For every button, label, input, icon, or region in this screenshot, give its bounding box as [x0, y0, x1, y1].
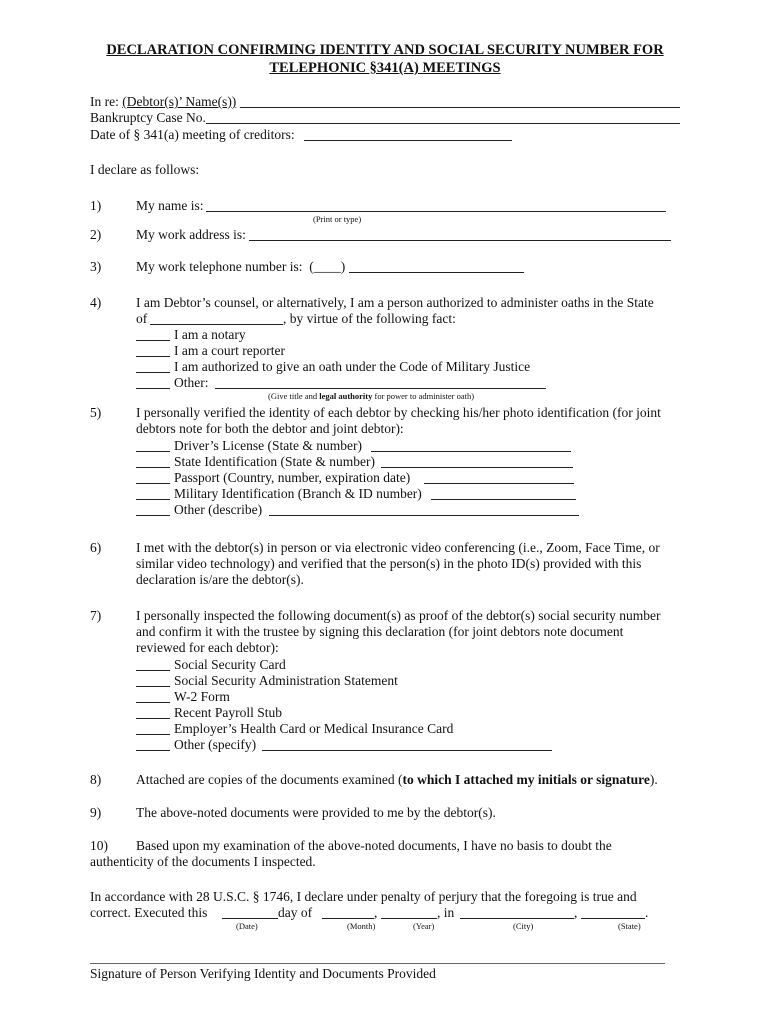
item-5-line1: I personally verified the identity of each debtor by checking his/her photo identification (for joint: [136, 405, 661, 420]
drivers-license-field[interactable]: [371, 451, 571, 452]
option-notary: I am a notary: [174, 327, 246, 342]
comma-1: ,: [374, 905, 378, 920]
executed-year-field[interactable]: [381, 918, 437, 919]
item-3-number: 3): [90, 259, 102, 274]
option-w2: W-2 Form: [174, 689, 230, 704]
option-other-authority: Other:: [174, 375, 209, 390]
item-10-line1: Based upon my examination of the above-noted documents, I have no basis to doubt the: [136, 838, 612, 853]
drivers-license-checkbox-blank[interactable]: [136, 451, 170, 452]
option-military-id: Military Identification (Branch & ID number): [174, 486, 422, 501]
notary-checkbox-blank[interactable]: [136, 340, 170, 341]
item-7-line2: and confirm it with the trustee by signing this declaration (for joint debtors note document: [136, 624, 624, 639]
option-court-reporter: I am a court reporter: [174, 343, 285, 358]
state-id-field[interactable]: [381, 467, 573, 468]
area-code-field[interactable]: (____): [309, 259, 346, 274]
comma-3: ,: [574, 905, 578, 920]
debtor-name-field[interactable]: [240, 107, 680, 108]
date-caption: (Date): [236, 921, 258, 931]
comma-in-text: , in: [437, 905, 455, 920]
item-1-number: 1): [90, 198, 102, 213]
item-5-number: 5): [90, 405, 102, 420]
health-card-checkbox-blank[interactable]: [136, 734, 170, 735]
item-4-number: 4): [90, 295, 102, 310]
item-10-number: 10): [90, 838, 108, 853]
ss-card-checkbox-blank[interactable]: [136, 670, 170, 671]
item-2-text: My work address is:: [136, 227, 246, 242]
item-4-line2-suffix: , by virtue of the following fact:: [283, 311, 456, 326]
military-oath-checkbox-blank[interactable]: [136, 372, 170, 373]
option-ssa-statement: Social Security Administration Statement: [174, 673, 398, 688]
item-3-text: My work telephone number is: (____): [136, 259, 346, 274]
meeting-date-field[interactable]: [304, 140, 512, 141]
state-field[interactable]: [150, 324, 283, 325]
executed-state-field[interactable]: [581, 918, 645, 919]
closing-period: .: [645, 905, 649, 920]
item-4-of-label: of: [136, 311, 148, 326]
item-7-line1: I personally inspected the following document(s) as proof of the debtor(s) social security number: [136, 608, 661, 623]
military-id-checkbox-blank[interactable]: [136, 499, 170, 500]
debtor-name-placeholder: (Debtor(s)’ Name(s)): [122, 94, 237, 109]
item-7-line3: reviewed for each debtor):: [136, 640, 279, 655]
case-number-label: Bankruptcy Case No.: [90, 110, 206, 125]
state-id-checkbox-blank[interactable]: [136, 467, 170, 468]
print-or-type-note: (Print or type): [313, 214, 362, 224]
executed-city-field[interactable]: [460, 918, 574, 919]
name-field[interactable]: [206, 211, 666, 212]
option-military-oath: I am authorized to give an oath under the Code of Military Justice: [174, 359, 531, 374]
other-authority-checkbox-blank[interactable]: [136, 388, 170, 389]
executed-month-field[interactable]: [322, 918, 374, 919]
document-title-line2: TELEPHONIC §341(A) MEETINGS: [269, 60, 501, 76]
option-drivers-license: Driver’s License (State & number): [174, 438, 362, 453]
signature-caption: Signature of Person Verifying Identity and Documents Provided: [90, 966, 436, 981]
item-8-bold-text: to which I attached my initials or signature: [402, 772, 650, 787]
item-6-line2: similar video technology) and verified that the person(s) in the photo ID(s) provided with this: [136, 556, 642, 571]
state-caption: (State): [618, 921, 641, 931]
meeting-date-label: Date of § 341(a) meeting of creditors:: [90, 127, 295, 142]
authority-note: (Give title and legal authority for power to administer oath): [268, 391, 475, 401]
option-state-id: State Identification (State & number): [174, 454, 375, 469]
work-address-field[interactable]: [249, 240, 671, 241]
option-payroll-stub: Recent Payroll Stub: [174, 705, 282, 720]
executed-date-field[interactable]: [222, 918, 278, 919]
other-doc-checkbox-blank[interactable]: [136, 750, 170, 751]
item-1-text: My name is:: [136, 198, 204, 213]
intro-text: I declare as follows:: [90, 162, 200, 177]
day-of-text: day of: [278, 905, 313, 920]
item-9-text: The above-noted documents were provided to me by the debtor(s).: [136, 805, 496, 820]
passport-field[interactable]: [424, 483, 574, 484]
option-other-doc: Other (specify): [174, 737, 257, 752]
item-8-text: Attached are copies of the documents examined (to which I attached my initials or signature).: [136, 772, 658, 787]
item-9-number: 9): [90, 805, 102, 820]
closing-line1: In accordance with 28 U.S.C. § 1746, I declare under penalty of perjury that the foregoing is true and: [90, 889, 637, 904]
military-id-field[interactable]: [431, 499, 576, 500]
other-id-checkbox-blank[interactable]: [136, 515, 170, 516]
other-id-field[interactable]: [269, 515, 579, 516]
option-health-card: Employer’s Health Card or Medical Insurance Card: [174, 721, 454, 736]
signature-line[interactable]: [90, 963, 665, 964]
item-6-line3: declaration is/are the debtor(s).: [136, 572, 304, 587]
passport-checkbox-blank[interactable]: [136, 483, 170, 484]
in-re-label: In re: (Debtor(s)’ Name(s)): [90, 94, 237, 109]
item-2-number: 2): [90, 227, 102, 242]
option-other-id: Other (describe): [174, 502, 263, 517]
case-number-field[interactable]: [206, 123, 680, 124]
city-caption: (City): [513, 921, 534, 931]
ssa-statement-checkbox-blank[interactable]: [136, 686, 170, 687]
month-caption: (Month): [347, 921, 376, 931]
item-8-number: 8): [90, 772, 102, 787]
item-6-number: 6): [90, 540, 102, 555]
w2-checkbox-blank[interactable]: [136, 702, 170, 703]
item-7-number: 7): [90, 608, 102, 623]
payroll-stub-checkbox-blank[interactable]: [136, 718, 170, 719]
option-ss-card: Social Security Card: [174, 657, 286, 672]
option-passport: Passport (Country, number, expiration date): [174, 470, 411, 485]
item-4-line1: I am Debtor’s counsel, or alternatively, I am a person authorized to administer oaths in the State: [136, 295, 654, 310]
item-5-line2: debtors note for both the debtor and joint debtor):: [136, 421, 404, 436]
item-6-line1: I met with the debtor(s) in person or via electronic video conferencing (i.e., Zoom, Face Time, or: [136, 540, 660, 555]
document-title-line1: DECLARATION CONFIRMING IDENTITY AND SOCIAL SECURITY NUMBER FOR: [106, 42, 664, 58]
executed-text: correct. Executed this: [90, 905, 208, 920]
item-10-line2: authenticity of the documents I inspected.: [90, 854, 316, 869]
other-doc-field[interactable]: [262, 750, 552, 751]
other-authority-field[interactable]: [215, 388, 546, 389]
work-phone-field[interactable]: [349, 272, 524, 273]
court-reporter-checkbox-blank[interactable]: [136, 356, 170, 357]
year-caption: (Year): [413, 921, 435, 931]
